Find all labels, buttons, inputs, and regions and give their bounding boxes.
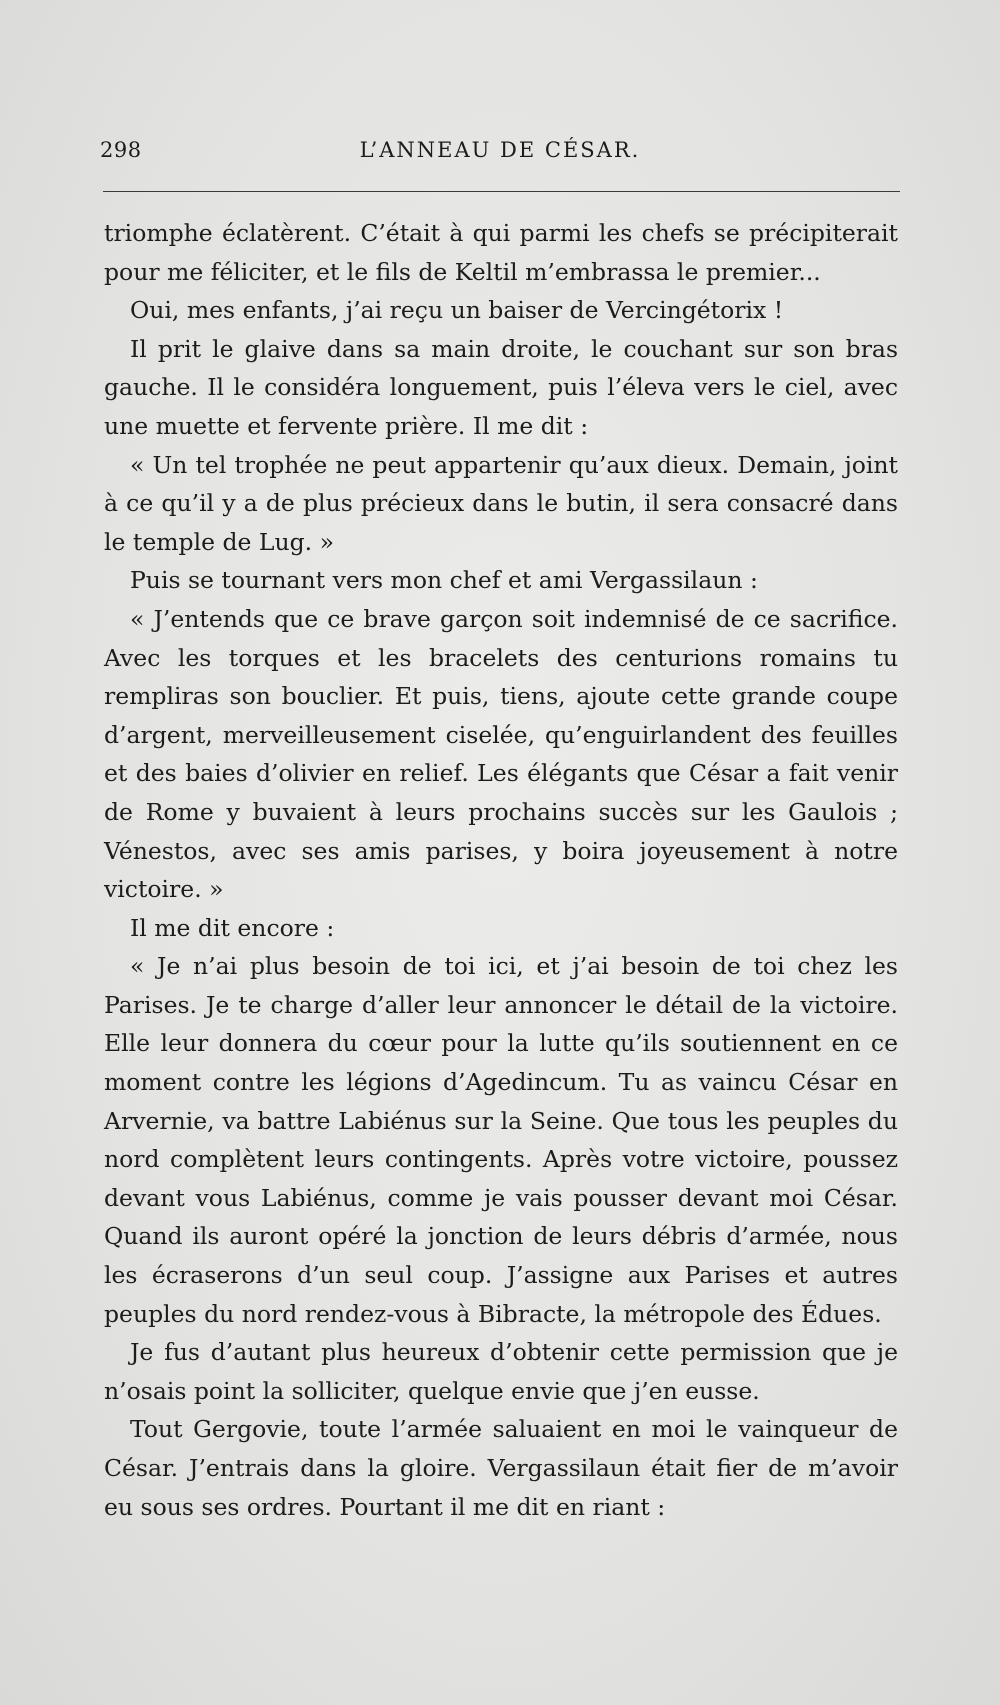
paragraph: Tout Gergovie, toute l’armée saluaient en moi le vainqueur de César. J’entrais dans la gloire. Vergassilaun était fier de m’avoir eu sous ses ordres. Pourtant il me dit en riant : — [104, 1415, 898, 1521]
running-title: L’ANNEAU DE CÉSAR. — [359, 138, 641, 162]
paragraph: Je fus d’autant plus heureux d’obtenir cette permission que je n’osais point la solliciter, quelque envie que j’en eusse. — [104, 1338, 898, 1405]
paragraph: Puis se tournant vers mon chef et ami Vergassilaun : — [130, 566, 758, 595]
paragraph: « Un tel trophée ne peut appartenir qu’aux dieux. Demain, joint à ce qu’il y a de plus précieux dans le butin, il sera consacré dans le temple de Lug. » — [104, 450, 898, 556]
page-number: 298 — [100, 138, 142, 162]
paragraph: « Je n’ai plus besoin de toi ici, et j’ai besoin de toi chez les Parises. Je te charge d’aller leur annoncer le détail de la victoire. Elle leur donnera du cœur pour la lutte qu’ils soutiennent en ce moment contre les légions d’Agedincum. Tu as vaincu César en Arvernie, va battre Labiénus sur la Seine. Que tous les peuples du nord complètent leurs contingents. Après votre victoire, poussez devant vous Labiénus, comme je vais pousser devant moi César. Quand ils auront opéré la jonction de leurs débris d’armée, nous les écraserons d’un seul coup. J’assigne aux Parises et autres peuples du nord rendez-vous à Bibracte, la métropole des Édues. — [104, 952, 898, 1328]
running-header — [100, 138, 900, 178]
paragraph: Il prit le glaive dans sa main droite, le couchant sur son bras gauche. Il le considéra longuement, puis l’éleva vers le ciel, avec une muette et fervente prière. Il me dit : — [104, 334, 898, 440]
paragraph: triomphe éclatèrent. C’était à qui parmi les chefs se précipiterait pour me féliciter, et le fils de Keltil m’embrassa le premier... — [104, 219, 898, 286]
body-text — [104, 214, 898, 1526]
header-rule — [103, 191, 900, 192]
paragraph: « J’entends que ce brave garçon soit indemnisé de ce sacrifice. Avec les torques et les bracelets des centurions romains tu rempliras son bouclier. Et puis, tiens, ajoute cette grande coupe d’argent, merveilleusement ciselée, qu’enguirlandent des feuilles et des baies d’olivier en relief. Les élégants que César a fait venir de Rome y buvaient à leurs prochains succès sur les Gaulois ; Vénestos, avec ses amis parises, y boira joyeusement à notre victoire. » — [104, 604, 898, 904]
paragraph: Il me dit encore : — [130, 913, 335, 942]
paragraph: Oui, mes enfants, j’ai reçu un baiser de Vercingétorix ! — [130, 296, 784, 325]
